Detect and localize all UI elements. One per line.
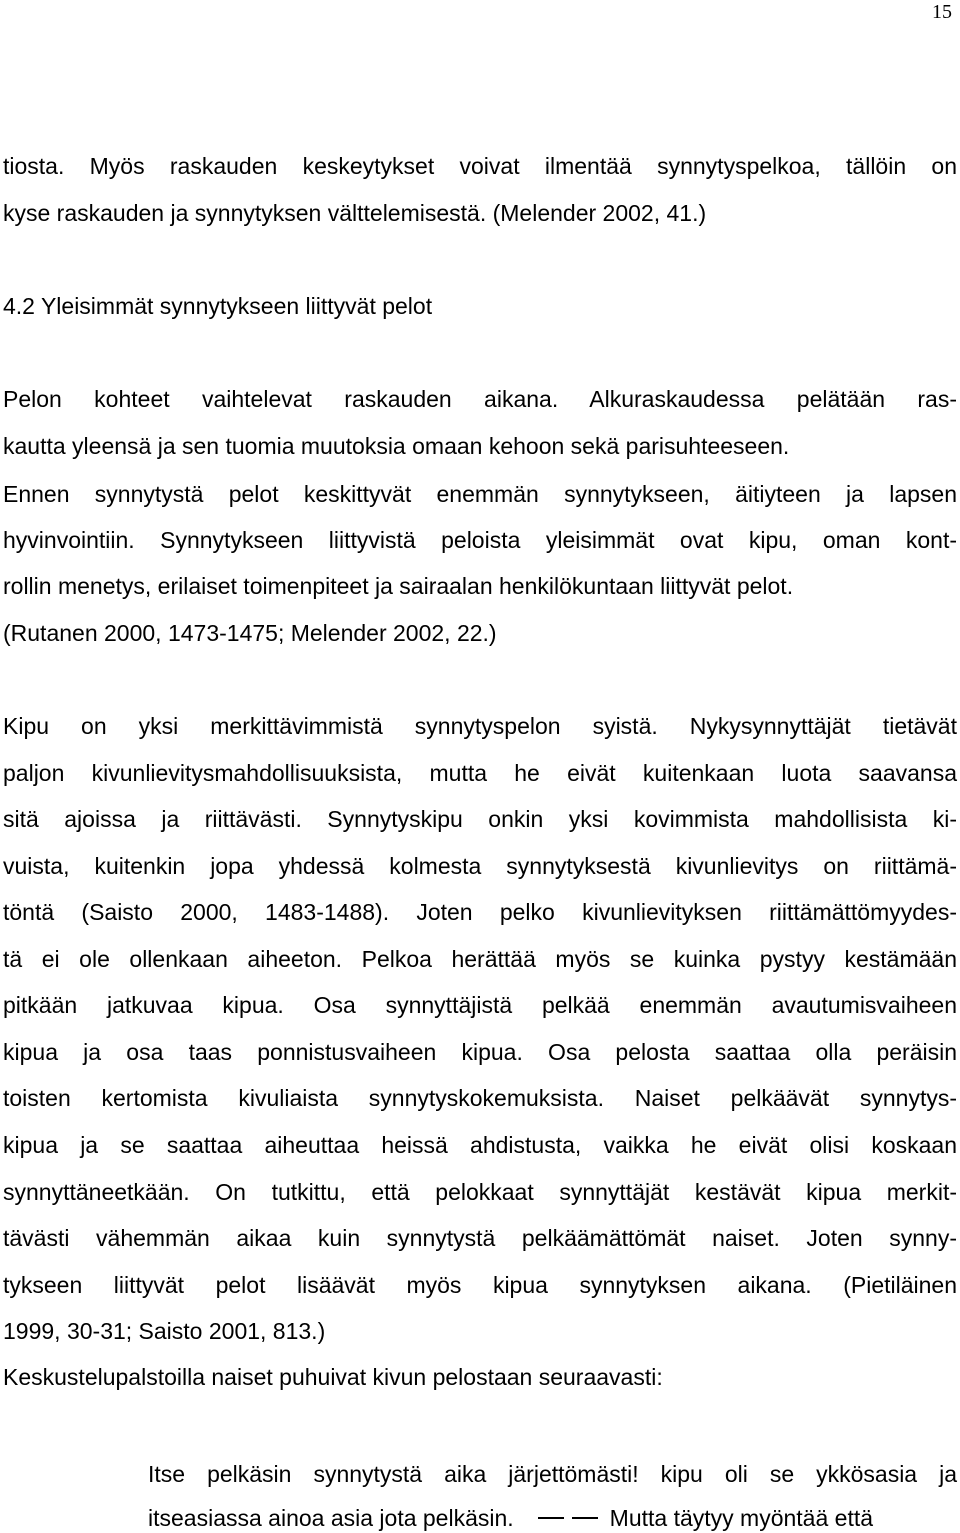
quote-line-start: itseasiassa ainoa asia jota pelkäsin. [148,1505,514,1531]
quote-line: Itse pelkäsin synnytystä aika järjettömästi! kipu oli se ykkösasia ja [148,1461,957,1487]
paragraph-2-line: Ennen synnytystä pelot keskittyvät enemmän synnytykseen, äitiyteen ja lapsen [3,481,957,507]
paragraph-3-line: tä ei ole ollenkaan aiheeton. Pelkoa herättää myös se kuinka pystyy kestämään [3,946,957,972]
paragraph-2-line: kautta yleensä ja sen tuomia muutoksia omaan kehoon sekä parisuhteeseen. [3,433,790,459]
paragraph-1-line: tiosta. Myös raskauden keskeytykset voivat ilmentää synnytyspelkoa, tällöin on [3,153,957,179]
quote-line [148,1503,873,1533]
paragraph-3-line: kipua ja osa taas ponnistusvaiheen kipua. Osa pelosta saattaa olla peräisin [3,1039,957,1065]
paragraph-2-line: rollin menetys, erilaiset toimenpiteet ja sairaalan henkilökuntaan liittyvät pelot. [3,573,794,599]
dash-mark [572,1517,598,1519]
paragraph-3-line: toisten kertomista kivuliaista synnytyskokemuksista. Naiset pelkäävät synnytys- [3,1085,957,1111]
paragraph-3-line: vuista, kuitenkin jopa yhdessä kolmesta synnytyksestä kivunlievitys on riittämä- [3,853,957,879]
paragraph-2-line: hyvinvointiin. Synnytykseen liittyvistä peloista yleisimmät ovat kipu, oman kont- [3,527,957,553]
paragraph-3-line: kipua ja se saattaa aiheuttaa heissä ahdistusta, vaikka he eivät olisi koskaan [3,1132,957,1158]
paragraph-2-line: Pelon kohteet vaihtelevat raskauden aikana. Alkuraskaudessa pelätään ras- [3,386,957,412]
quote-line-end: Mutta täytyy myöntää että [609,1505,874,1531]
dash-mark [538,1517,564,1519]
paragraph-3-line: tävästi vähemmän aikaa kuin synnytystä pelkäämättömät naiset. Joten synny- [3,1225,957,1251]
quote-intro: Keskustelupalstoilla naiset puhuivat kivun pelostaan seuraavasti: [3,1364,663,1390]
paragraph-3-line: tykseen liittyvät pelot lisäävät myös kipua synnytyksen aikana. (Pietiläinen [3,1272,957,1298]
paragraph-3-line: töntä (Saisto 2000, 1483-1488). Joten pelko kivunlievityksen riittämättömyydes- [3,899,957,925]
paragraph-3-line: sitä ajoissa ja riittävästi. Synnytyskipu onkin yksi kovimmista mahdollisista ki- [3,806,957,832]
section-heading: 4.2 Yleisimmät synnytykseen liittyvät pelot [3,293,433,319]
paragraph-3-line: 1999, 30-31; Saisto 2001, 813.) [3,1318,326,1344]
paragraph-3-line: paljon kivunlievitysmahdollisuuksista, mutta he eivät kuitenkaan luota saavansa [3,760,957,786]
page-number: 15 [932,1,952,23]
paragraph-3-line: Kipu on yksi merkittävimmistä synnytyspelon syistä. Nykysynnyttäjät tietävät [3,713,957,739]
paragraph-2-line: (Rutanen 2000, 1473-1475; Melender 2002, 22.) [3,620,497,646]
paragraph-3-line: synnyttäneetkään. On tutkittu, että pelokkaat synnyttäjät kestävät kipua merkit- [3,1179,957,1205]
paragraph-1-line: kyse raskauden ja synnytyksen välttelemisestä. (Melender 2002, 41.) [3,200,707,226]
paragraph-3-line: pitkään jatkuvaa kipua. Osa synnyttäjistä pelkää enemmän avautumisvaiheen [3,992,957,1018]
